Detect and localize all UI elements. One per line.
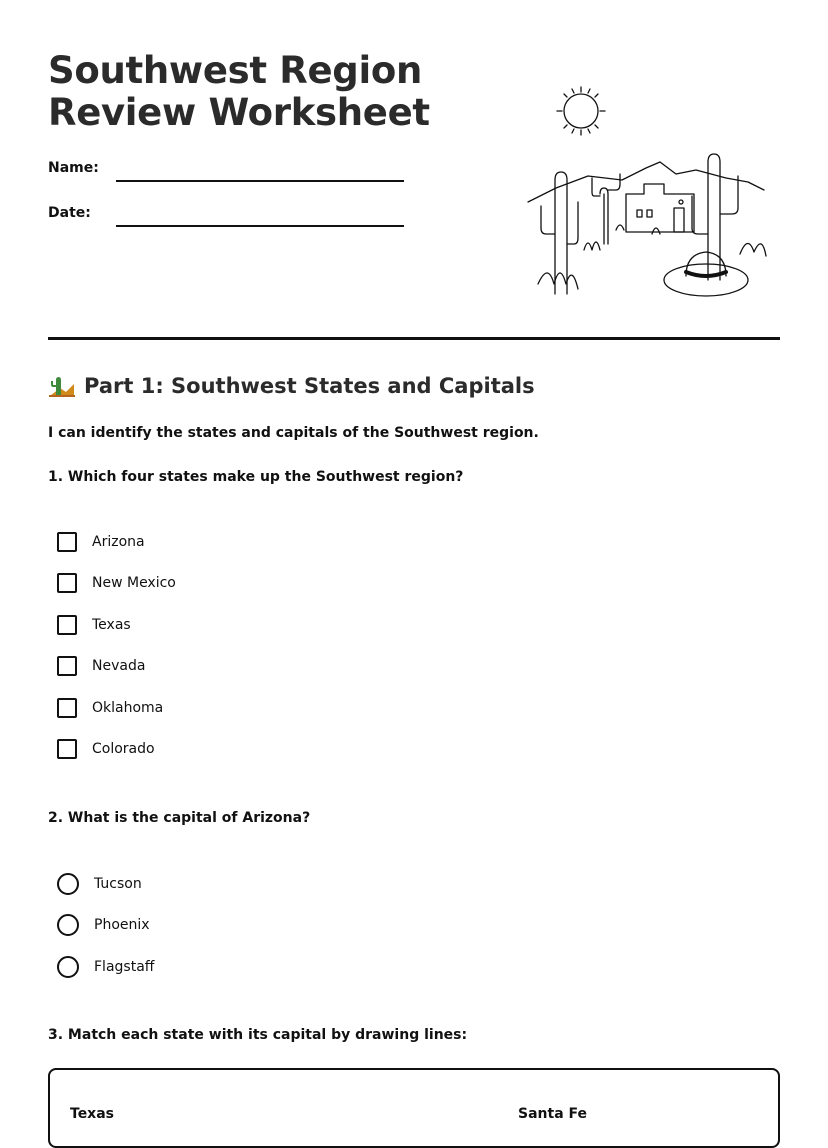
section-1-header bbox=[48, 374, 535, 398]
checkbox[interactable] bbox=[57, 532, 77, 552]
title-line-2: Review Worksheet bbox=[48, 91, 430, 134]
cactus-middle-icon bbox=[592, 174, 620, 244]
matching-box bbox=[48, 1068, 780, 1148]
desert-illustration bbox=[526, 84, 772, 306]
q1-option-colorado[interactable] bbox=[57, 739, 155, 759]
option-label: Flagstaff bbox=[94, 959, 155, 975]
desert-cactus-icon bbox=[48, 374, 76, 398]
question-2-prompt: 2. What is the capital of Arizona? bbox=[48, 810, 311, 826]
q1-option-texas[interactable] bbox=[57, 615, 131, 635]
question-3-prompt: 3. Match each state with its capital by drawing lines: bbox=[48, 1027, 468, 1043]
option-label: Tucson bbox=[94, 876, 142, 892]
desert-shrubs bbox=[584, 225, 660, 250]
option-label: Phoenix bbox=[94, 917, 150, 933]
header-divider bbox=[48, 337, 780, 340]
q1-option-arizona[interactable] bbox=[57, 532, 145, 552]
q2-option-phoenix[interactable] bbox=[57, 914, 150, 936]
checkbox[interactable] bbox=[57, 656, 77, 676]
match-capital[interactable]: Santa Fe bbox=[518, 1106, 588, 1122]
name-label: Name: bbox=[48, 160, 99, 176]
option-label: Arizona bbox=[92, 534, 145, 550]
adobe-house-icon bbox=[626, 184, 694, 232]
title-line-1: Southwest Region bbox=[48, 49, 423, 92]
date-field[interactable] bbox=[116, 225, 404, 227]
q2-option-flagstaff[interactable] bbox=[57, 956, 154, 978]
date-label: Date: bbox=[48, 205, 91, 221]
checkbox[interactable] bbox=[57, 739, 77, 759]
checkbox[interactable] bbox=[57, 698, 77, 718]
radio-button[interactable] bbox=[57, 914, 79, 936]
q1-option-oklahoma[interactable] bbox=[57, 698, 163, 718]
checkbox[interactable] bbox=[57, 615, 77, 635]
option-label: New Mexico bbox=[92, 575, 176, 591]
cactus-right-icon bbox=[692, 154, 766, 280]
sun-icon bbox=[557, 87, 605, 135]
option-label: Colorado bbox=[92, 741, 155, 757]
cactus-left-icon bbox=[538, 172, 578, 294]
q2-option-tucson[interactable] bbox=[57, 873, 142, 895]
question-1-prompt: 1. Which four states make up the Southwest region? bbox=[48, 469, 464, 485]
radio-button[interactable] bbox=[57, 956, 79, 978]
q1-option-nevada[interactable] bbox=[57, 656, 145, 676]
option-label: Texas bbox=[92, 617, 131, 633]
cowboy-hat-icon bbox=[664, 252, 748, 296]
option-label: Nevada bbox=[92, 658, 146, 674]
learning-objective: I can identify the states and capitals of the Southwest region. bbox=[48, 425, 539, 441]
section-1-title: Part 1: Southwest States and Capitals bbox=[84, 374, 535, 398]
match-state[interactable]: Texas bbox=[70, 1106, 114, 1122]
mountains bbox=[528, 162, 764, 202]
option-label: Oklahoma bbox=[92, 700, 164, 716]
name-field[interactable] bbox=[116, 180, 404, 182]
checkbox[interactable] bbox=[57, 573, 77, 593]
worksheet-title bbox=[48, 50, 430, 134]
q1-option-new-mexico[interactable] bbox=[57, 573, 176, 593]
radio-button[interactable] bbox=[57, 873, 79, 895]
